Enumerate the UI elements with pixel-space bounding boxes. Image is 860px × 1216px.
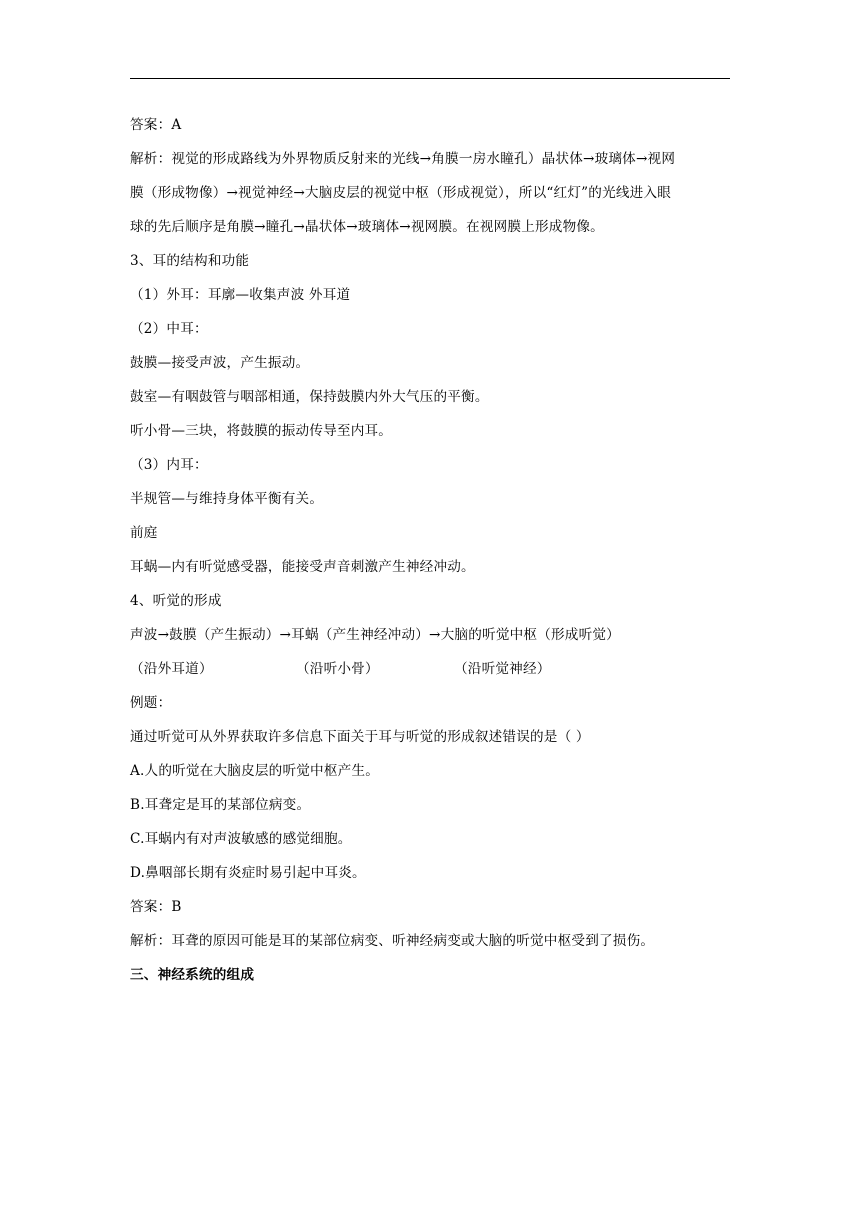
document-body (130, 108, 730, 992)
analysis-line-1: 解析：视觉的形成路线为外界物质反射来的光线→角膜一房水瞳孔）晶状体→玻璃体→视网 (130, 151, 676, 167)
path-note-ear-canal: （沿外耳道） (130, 661, 213, 677)
path-note-auditory-nerve: （沿听觉神经） (454, 661, 551, 677)
example-answer: 答案：B (130, 899, 182, 915)
option-c: C.耳蜗内有对声波敏感的感觉细胞。 (130, 831, 352, 847)
analysis-line-2: 膜（形成物像）→视觉神经→大脑皮层的视觉中枢（形成视觉），所以“红灯”的光线进入眼 (130, 185, 672, 201)
hearing-formation-heading: 4、听觉的形成 (130, 593, 222, 609)
middle-ear-heading: （2）中耳： (130, 321, 208, 337)
vestibule-line: 前庭 (130, 525, 158, 541)
hearing-pathway-line: 声波→鼓膜（产生振动）→耳蜗（产生神经冲动）→大脑的听觉中枢（形成听觉） (130, 627, 620, 643)
option-a: A.人的听觉在大脑皮层的听觉中枢产生。 (130, 763, 380, 779)
cochlea-line: 耳蜗—内有听觉感受器，能接受声音刺激产生神经冲动。 (130, 559, 475, 575)
tympanic-cavity-line: 鼓室—有咽鼓管与咽部相通，保持鼓膜内外大气压的平衡。 (130, 389, 489, 405)
ossicles-line: 听小骨—三块，将鼓膜的振动传导至内耳。 (130, 423, 393, 439)
analysis-line-3: 球的先后顺序是角膜→瞳孔→晶状体→玻璃体→视网膜。在视网膜上形成物像。 (130, 219, 604, 235)
path-note-ossicles: （沿听小骨） (296, 661, 379, 677)
inner-ear-heading: （3）内耳： (130, 457, 208, 473)
answer-line: 答案：A (130, 117, 182, 133)
example-question: 通过听觉可从外界获取许多信息下面关于耳与听觉的形成叙述错误的是（ ） (130, 729, 590, 745)
outer-ear-line: （1）外耳：耳廓—收集声波 外耳道 (130, 287, 351, 303)
ear-structure-heading: 3、耳的结构和功能 (130, 253, 250, 269)
section-heading: 三、神经系统的组成 (130, 967, 255, 983)
option-b: B.耳聋定是耳的某部位病变。 (130, 797, 311, 813)
pathway-notes-row (130, 652, 730, 686)
example-heading: 例题： (130, 695, 172, 711)
eardrum-line: 鼓膜—接受声波，产生振动。 (130, 355, 310, 371)
example-analysis: 解析：耳聋的原因可能是耳的某部位病变、听神经病变或大脑的听觉中枢受到了损伤。 (130, 933, 655, 949)
header-rule (130, 78, 730, 79)
semicircular-canals-line: 半规管—与维持身体平衡有关。 (130, 491, 324, 507)
option-d: D.鼻咽部长期有炎症时易引起中耳炎。 (130, 865, 366, 881)
